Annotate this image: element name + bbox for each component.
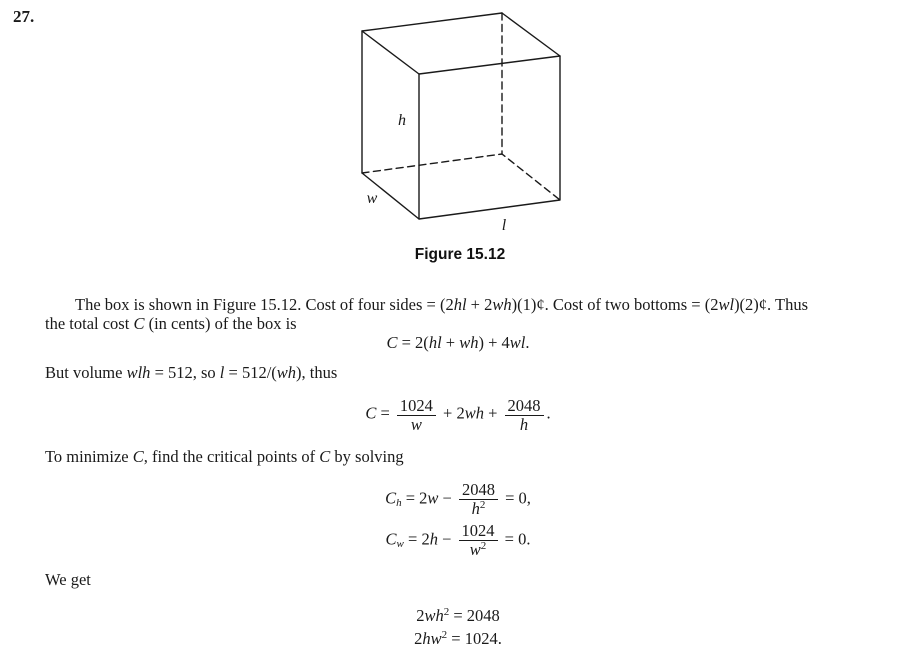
equation-result-2: $2hw^2 = 1024$. (414, 629, 502, 648)
box-hidden-bottom-edges (362, 154, 560, 200)
solution-paragraph-minimize: To minimize C, find the critical points of C by solving (45, 447, 404, 466)
box-figure (340, 0, 580, 240)
solution-paragraph-line-1: The box is shown in Figure 15.12. Cost of four sides = (2hl + 2wh)(1)¢. Cost of two bottoms = (2wl)(2)¢. Thus (75, 295, 808, 314)
solution-paragraph-line-2: the total cost C (in cents) of the box is (45, 314, 297, 333)
equation-cost-substituted: C = $\frac{1024}{w}$ + 2wh + $\frac{2048}{h}$ . (365, 396, 551, 434)
box-label-l: l (501, 217, 507, 234)
equation-partial-ch: Ch = 2w − $\frac{2048}{h^2}$ = 0, (385, 480, 531, 518)
equation-total-cost: C = 2(hl + wh) + 4wl. (386, 333, 530, 352)
problem-number: 27. (13, 7, 35, 26)
figure-caption: Figure 15.12 (414, 246, 506, 263)
equation-result-1: $2wh^2 = 2048$ (416, 606, 500, 625)
box-label-w: w (366, 190, 378, 207)
box-label-h: h (398, 112, 406, 129)
box-top-face-edges (362, 13, 560, 74)
equation-partial-cw: Cw = 2h − $\frac{1024}{w^2}$ = 0. (385, 521, 531, 559)
solution-paragraph-volume: But volume wlh = 512, so l = 512/(wh), thus (45, 363, 338, 382)
solution-paragraph-we-get: We get (45, 570, 91, 589)
